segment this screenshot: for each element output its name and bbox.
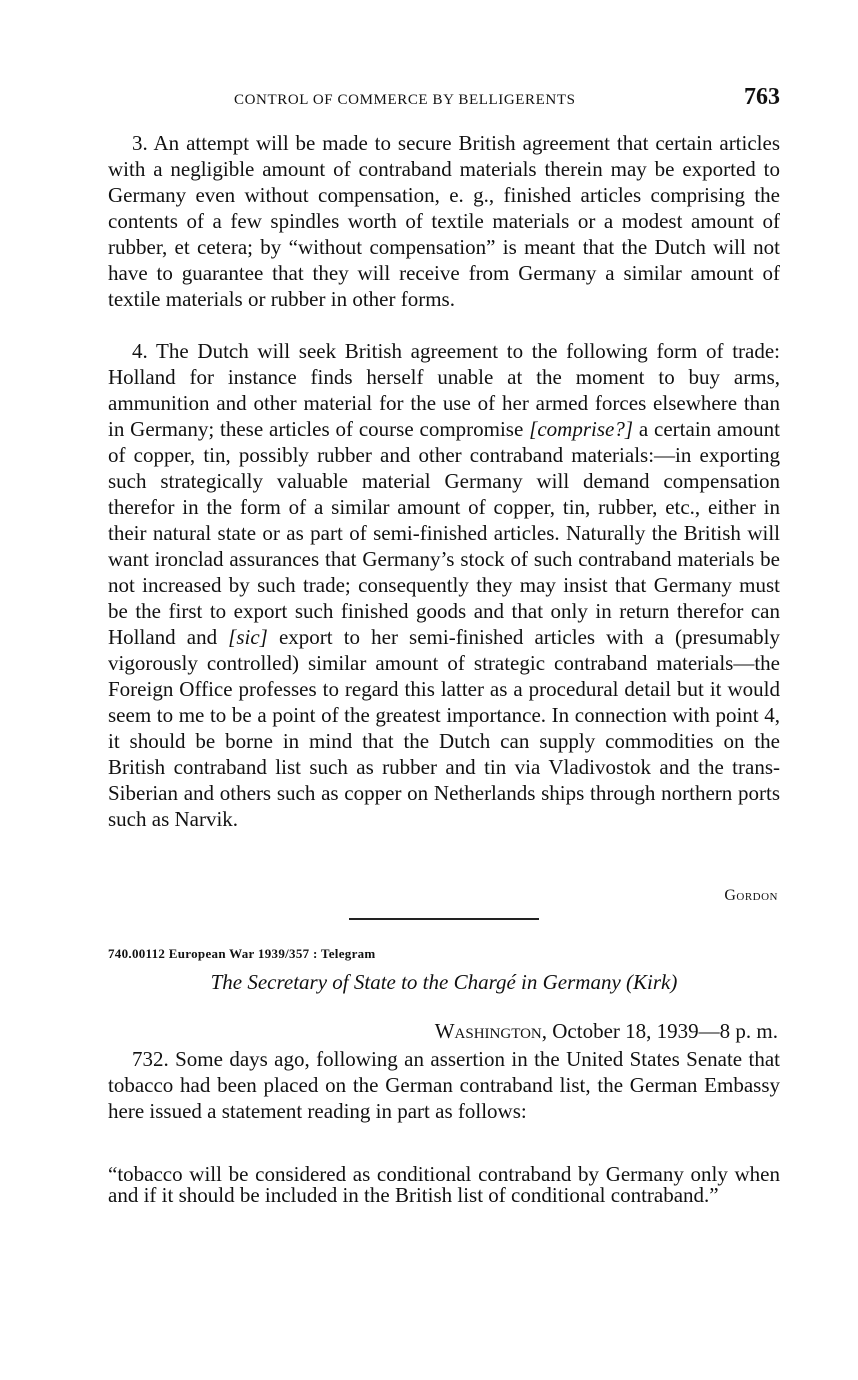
comprise-editorial-note: [comprise?]	[529, 417, 633, 441]
dateline	[435, 1019, 778, 1044]
dateline-date: , October 18, 1939—8 p. m.	[541, 1019, 778, 1043]
running-head: CONTROL OF COMMERCE BY BELLIGERENTS	[234, 92, 576, 108]
dateline-place: Washington	[434, 1019, 542, 1043]
title-name: Kirk	[633, 970, 671, 994]
block-quote: “tobacco will be considered as conditional contraband by Germany only when and if it should be included in the British list of conditional contraband.”	[108, 1162, 780, 1207]
title-text: The Secretary of State to the Chargé in Germany (	[210, 970, 634, 994]
page-header	[108, 84, 780, 114]
paragraph-732: 732. Some days ago, following an assertion in the United States Senate that tobacco had been placed on the German contraband list, the German Embassy here issued a statement reading in part as follows:	[108, 1047, 780, 1123]
paragraph-4-part-3: export to her semi-finished articles with a (presumably vigorously controlled) similar amount of strategic contraband materials—the Foreign Office professes to regard this latter as a procedural detail but it would seem to me to be a point of the greatest importance. In connection with point 4, it should be borne in mind that the Dutch can supply commodities on the British contraband list such as rubber and tin via Vladivostok and the trans-Siberian and others such as copper on Netherlands ships through northern ports such as Narvik.	[108, 625, 780, 831]
paragraph-4-part-2: a certain amount of copper, tin, possibly rubber and other contraband materials:—in exporting such strategically valuable material Germany will demand compensation therefor in the form of a similar amount of copper, tin, rubber, etc., either in their natural state or as part of semi-finished articles. Naturally the British will want ironclad assurances that Germany’s stock of such contraband materials be not increased by such trade; consequently they may insist that Germany must be the first to export such finished goods and that only in return therefor can Holland and	[108, 417, 780, 649]
sic-editorial-note: [sic]	[228, 625, 268, 649]
paragraph-3: 3. An attempt will be made to secure British agreement that certain articles with a negligible amount of contraband materials therein may be exported to Germany even without compensation, e. g., finished articles comprising the contents of a few spindles worth of textile materials or a modest amount of rubber, et cetera; by “without compensation” is meant that the Dutch will not have to guarantee that they will receive from Germany a similar amount of textile materials or rubber in other forms.	[108, 131, 780, 311]
section-divider	[349, 918, 539, 920]
paragraph-4	[108, 338, 780, 832]
title-close: )	[670, 970, 678, 994]
document-reference: 740.00112 European War 1939/357 : Telegram	[108, 946, 376, 961]
telegram-title	[108, 970, 780, 995]
paragraph-4-part-1: 4. The Dutch will seek British agreement to the following form of trade: Holland for instance finds herself unable at the moment to buy arms, ammunition and other material for the use of her armed forces elsewhere than in Germany; these articles of course compromise	[108, 339, 780, 441]
page-number: 763	[744, 84, 780, 110]
signature: Gordon	[724, 887, 778, 904]
